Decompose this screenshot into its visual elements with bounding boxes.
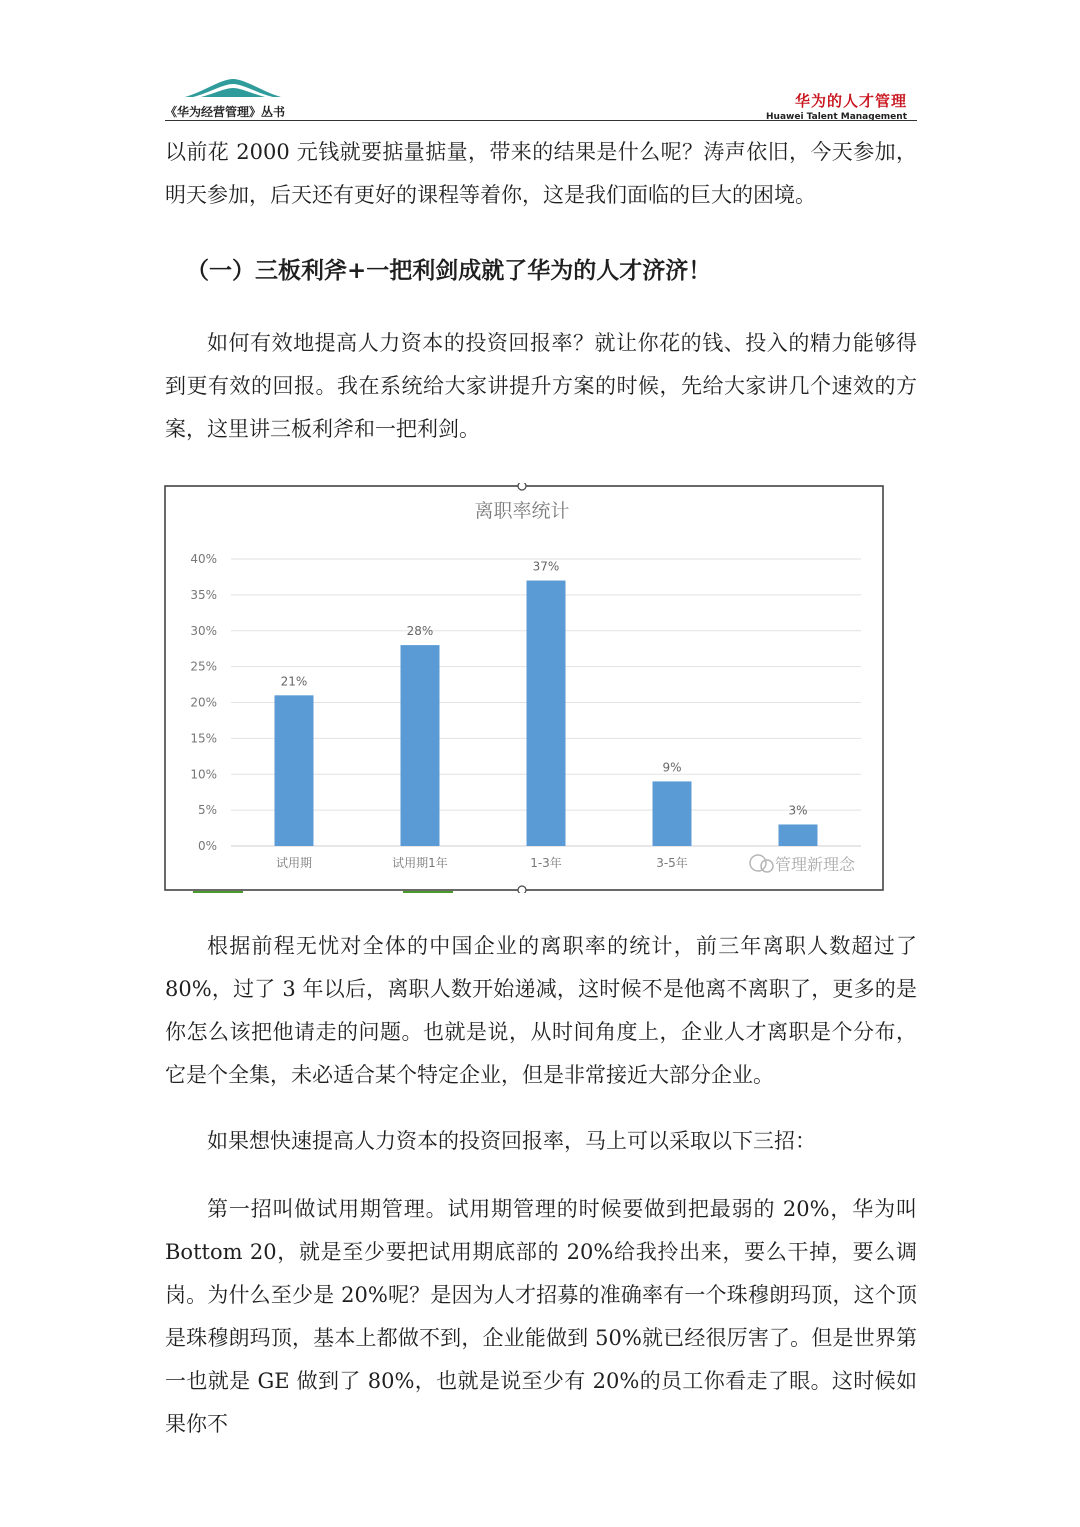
y-tick-label: 30% — [190, 623, 217, 638]
y-tick-label: 5% — [197, 803, 217, 818]
y-tick-label: 0% — [197, 839, 217, 853]
paragraph-4: 如果想快速提高人力资本的投资回报率，马上可以采取以下三招： — [207, 1129, 816, 1153]
x-tick-label: 试用期 — [275, 856, 313, 870]
book-title-cn: 华为的人才管理 — [794, 92, 907, 110]
paragraph-2: 如何有效地提高人力资本的投资回报率？就让你花的钱、投入的精力能够得到更有效的回报。我在系统给大家讲提升方案的时候，先给大家讲几个速效的方案，这里讲三板利斧和一把利剑。 — [165, 331, 917, 441]
data-label: 3% — [788, 803, 808, 818]
turnover-chart — [163, 483, 885, 893]
x-tick-label: 3-5年 — [656, 856, 688, 870]
book-brand — [766, 90, 907, 122]
bar — [779, 824, 818, 846]
x-tick-label: 1-3年 — [530, 856, 562, 870]
paragraph-3: 根据前程无忧对全体的中国企业的离职率的统计，前三年离职人数超过了 80%，过了 3 年以后，离职人数开始递减，这时候不是他离不离职了，更多的是你怎么该把他请走的问题。也就是说，从时间角度上，企业人才离职是个分布，它是个全集，未必适合某个特定企业，但是非常接近大部分企业。 — [165, 934, 917, 1087]
data-label: 9% — [662, 760, 682, 775]
y-tick-label: 35% — [190, 587, 217, 602]
section-heading: （一）三板利斧+一把利剑成就了华为的人才济济！ — [186, 258, 712, 284]
data-label: 37% — [532, 559, 560, 574]
paragraph-1: 以前花 2000 元钱就要掂量掂量，带来的结果是什么呢？涛声依旧，今天参加，明天参加，后天还有更好的课程等着你，这是我们面临的巨大的困境。 — [165, 140, 917, 207]
chart-canvas — [163, 483, 885, 893]
book-title-en: Huawei Talent Management — [766, 112, 907, 122]
header-divider — [165, 120, 917, 121]
paragraph-5: 第一招叫做试用期管理。试用期管理的时候要做到把最弱的 20%，华为叫 Bottom 20，就是至少要把试用期底部的 20%给我拎出来，要么干掉，要么调岗。为什么至少是 20%呢？是因为人才招募的准确率有一个珠穆朗玛顶，这个顶是珠穆朗玛顶，基本上都做不到，企业能做到 50%就已经很厉害了。但是世界第一也就是 GE 做到了 80%，也就是说至少有 20%的员工你看走了眼。这时候如果你不 — [165, 1197, 917, 1436]
bar — [401, 645, 440, 846]
y-tick-label: 15% — [190, 731, 217, 746]
frame-top-knob-icon — [518, 483, 526, 490]
y-tick-label: 25% — [190, 659, 217, 674]
watermark-text: 管理新理念 — [775, 855, 856, 874]
bar — [527, 581, 566, 846]
bar — [275, 695, 314, 846]
frame-bottom-knob-icon — [518, 886, 526, 893]
chart-border — [165, 486, 883, 890]
data-label: 28% — [406, 624, 434, 639]
y-tick-label: 20% — [190, 695, 217, 710]
y-tick-label: 40% — [190, 552, 217, 566]
data-label: 21% — [280, 674, 308, 689]
page-header — [165, 76, 917, 124]
y-tick-label: 10% — [190, 767, 217, 782]
chart-title: 离职率统计 — [474, 500, 570, 522]
bar — [653, 781, 692, 846]
series-title: 《华为经营管理》丛书 — [165, 105, 286, 119]
x-tick-label: 试用期1年 — [392, 856, 448, 870]
mountain-logo-icon — [183, 76, 283, 98]
